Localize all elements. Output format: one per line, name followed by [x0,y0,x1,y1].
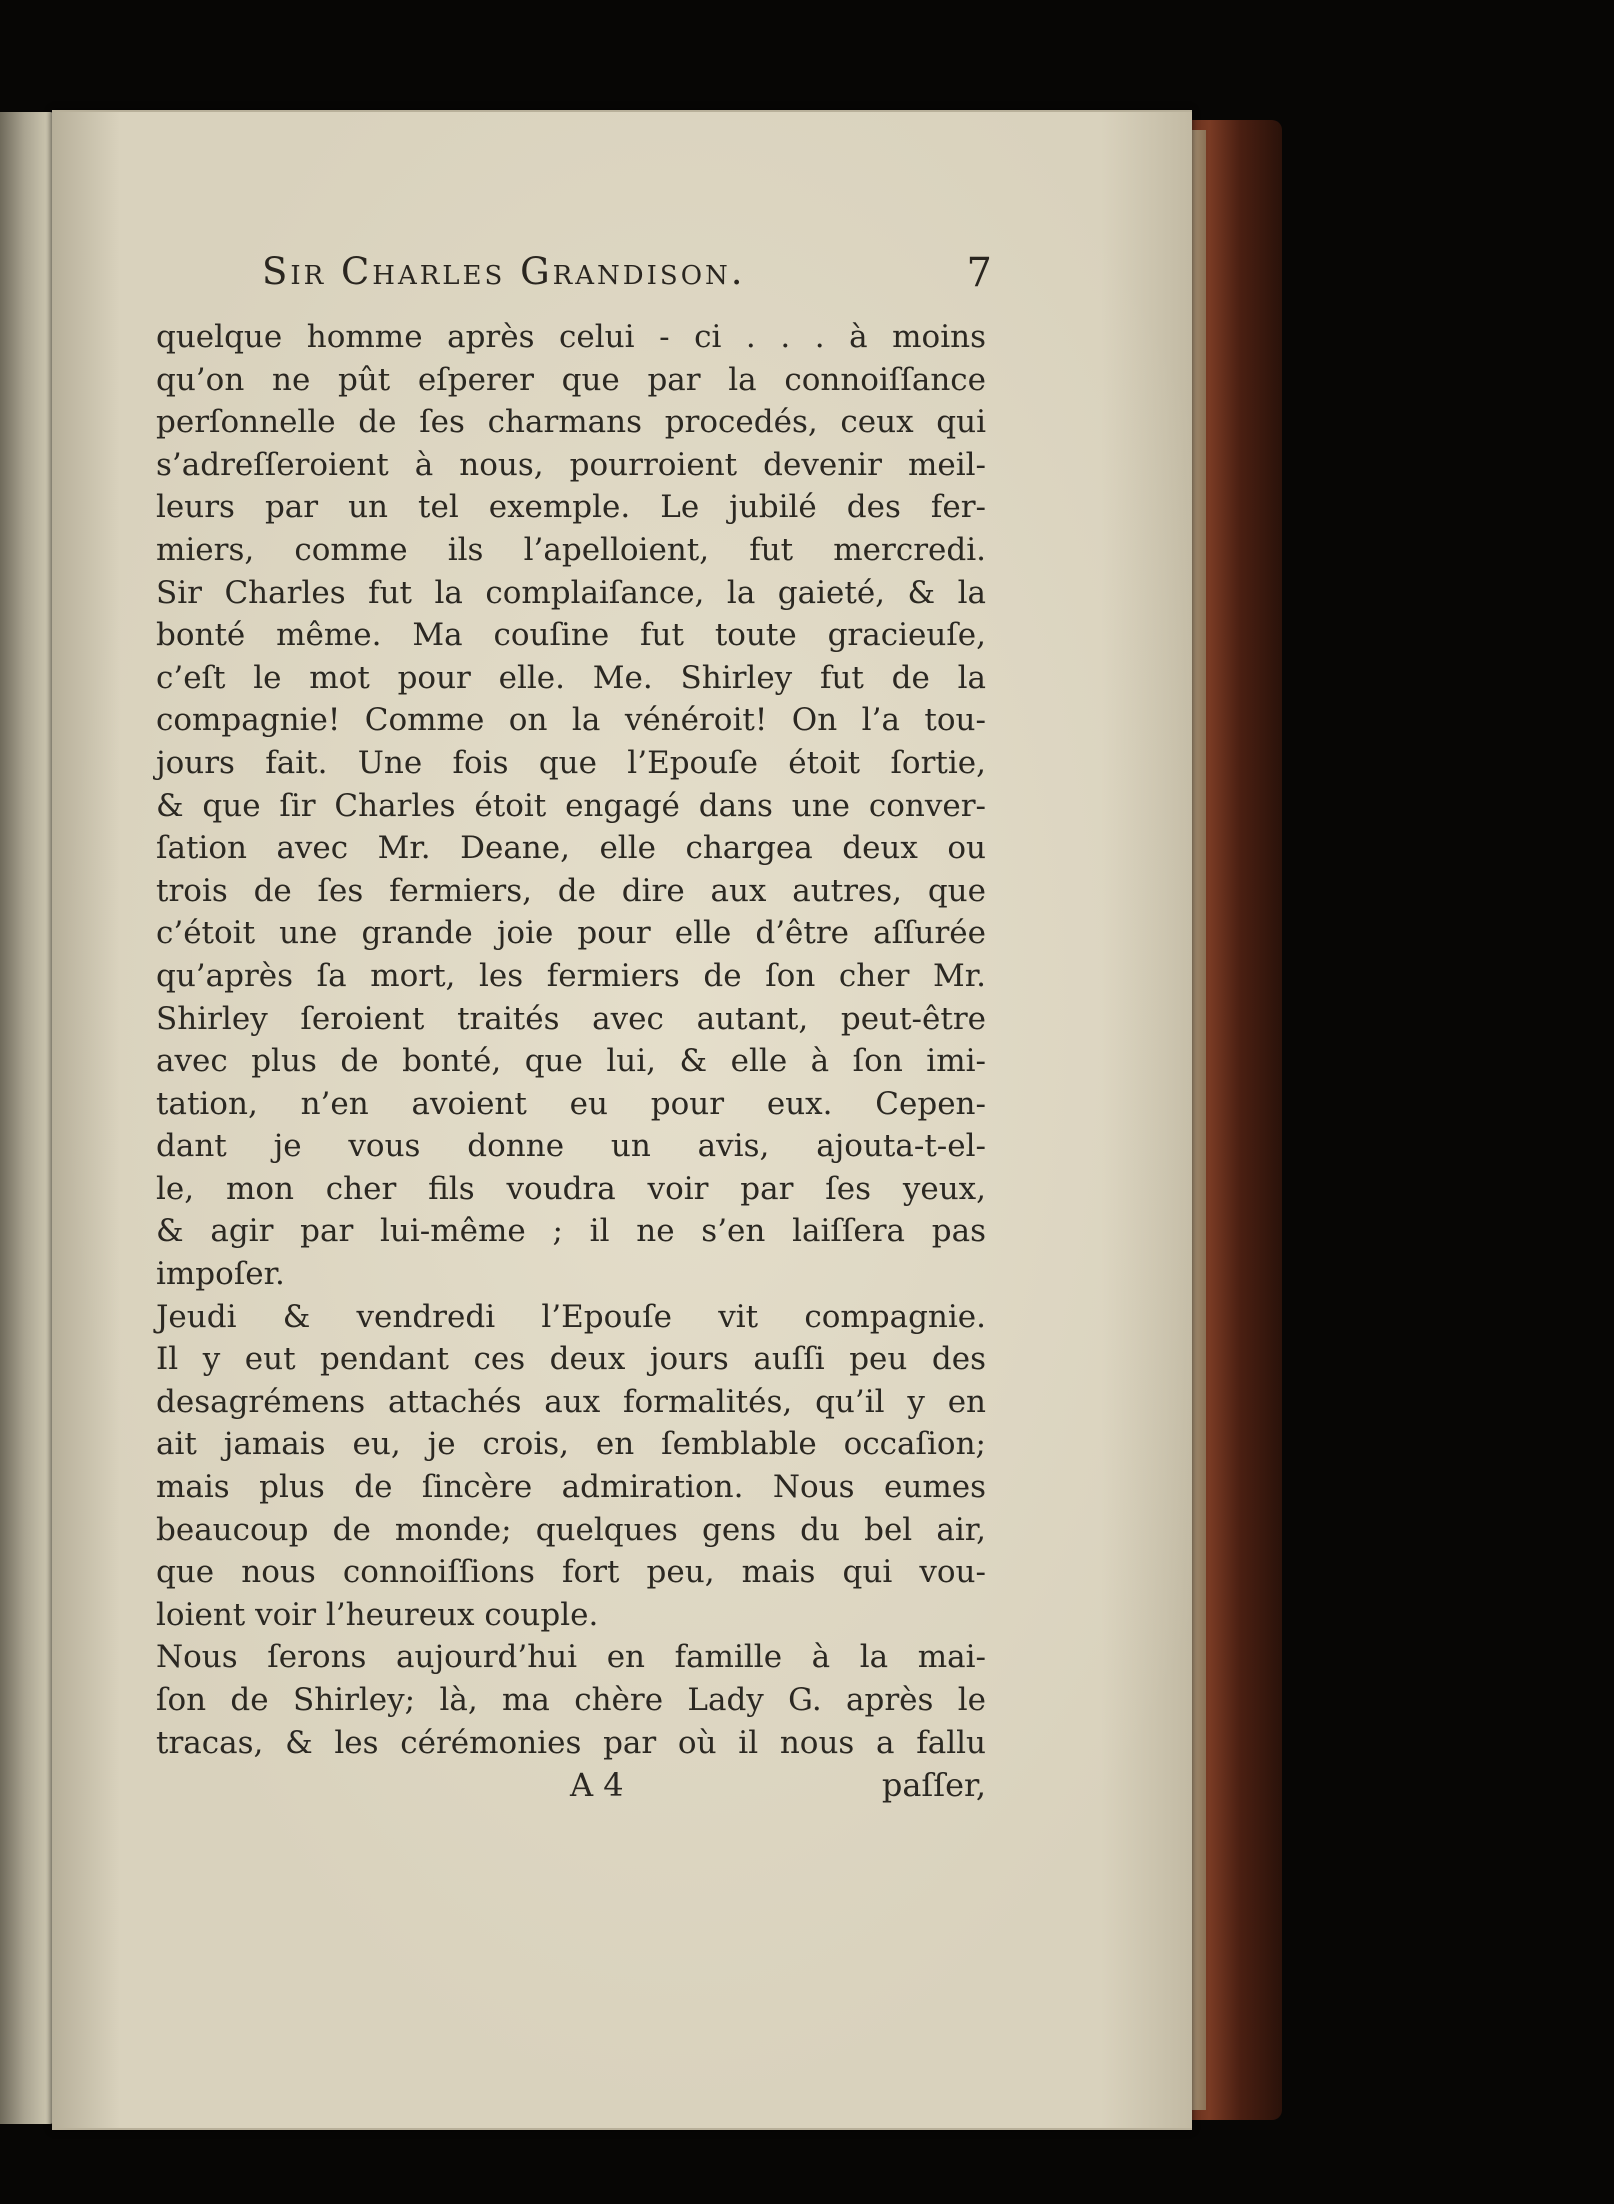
text-line: Nous ſerons aujourd’hui en famille à la mai- [156,1639,986,1676]
text-line: qu’on ne pût eſperer que par la connoiſſance [156,361,986,398]
text-line: tation, n’en avoient eu pour eux. Cepen- [156,1085,986,1122]
text-line: Il y eut pendant ces deux jours auſſi peu des [156,1341,986,1378]
text-line: que nous connoiſſions fort peu, mais qui vou- [156,1554,986,1591]
text-line: Sir Charles fut la complaiſance, la gaieté, & la [156,574,986,611]
running-head [262,250,992,300]
text-line: Shirley ſeroient traités avec autant, peut-être [156,1000,986,1037]
page-number: 7 [966,250,992,296]
text-line: impoſer. [156,1256,285,1293]
text-line: beaucoup de monde; quelques gens du bel air, [156,1511,986,1548]
text-line: desagrémens attachés aux formalités, qu’il y en [156,1383,986,1420]
text-line: Jeudi & vendredi l’Epouſe vit compagnie. [156,1298,986,1335]
text-line: compagnie! Comme on la vénéroit! On l’a tou- [156,702,986,739]
text-line: perſonnelle de ſes charmans procedés, ceux qui [156,404,986,441]
left-page-edge [0,112,54,2124]
text-line: trois de ſes fermiers, de dire aux autres, que [156,872,986,909]
text-line: ſation avec Mr. Deane, elle chargea deux ou [156,830,986,867]
text-line: dant je vous donne un avis, ajouta-t-el- [156,1128,986,1165]
page-footer [156,1766,986,1810]
text-line: tracas, & les cérémonies par où il nous a fallu [156,1724,986,1761]
text-line: s’adreſſeroient à nous, pourroient devenir meil- [156,446,986,483]
text-line: miers, comme ils l’apelloient, fut mercredi. [156,531,986,568]
text-line: mais plus de ſincère admiration. Nous eumes [156,1469,986,1506]
text-line: bonté même. Ma couſine fut toute gracieuſe, [156,617,986,654]
text-line: ſon de Shirley; là, ma chère Lady G. après le [156,1682,986,1718]
running-title: Sir Charles Grandison. [262,250,746,293]
text-line: loient voir l’heureux couple. [156,1596,599,1633]
body-text [156,316,986,1764]
catchword: paſſer, [881,1766,986,1804]
text-line: c’eſt le mot pour elle. Me. Shirley fut de la [156,659,986,696]
text-line: avec plus de bonté, que lui, & elle à ſon imi- [156,1043,986,1080]
text-line: qu’après ſa mort, les fermiers de ſon cher Mr. [156,957,986,994]
text-line: jours fait. Une fois que l’Epouſe étoit ſortie, [156,744,986,781]
text-line: & agir par lui-même ; il ne s’en laiſſera pas [156,1213,986,1250]
text-line: ait jamais eu, je crois, en ſemblable occaſion; [156,1426,986,1463]
text-line: & que ſir Charles étoit engagé dans une conver- [156,787,986,824]
text-line: quelque homme après celui - ci . . . à moins [156,319,986,355]
signature-mark: A 4 [570,1766,624,1804]
text-line: c’étoit une grande joie pour elle d’être aſſurée [156,915,986,952]
text-line: leurs par un tel exemple. Le jubilé des fer- [156,489,986,526]
text-line: le, mon cher fils voudra voir par ſes yeux, [156,1170,986,1207]
